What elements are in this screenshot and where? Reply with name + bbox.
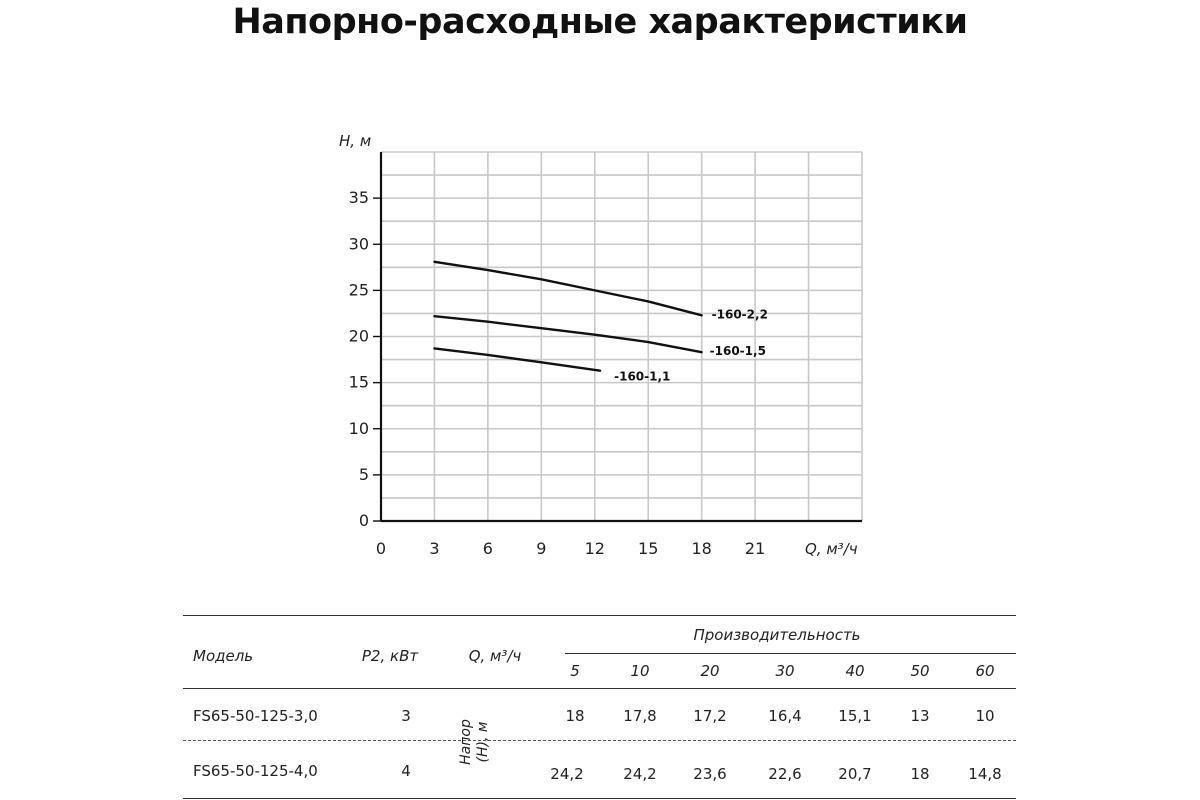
row-divider — [183, 740, 1016, 741]
row-value: 17,2 — [693, 707, 727, 725]
flow-header-cell: 5 — [570, 662, 580, 680]
x-tick-label: 3 — [429, 539, 440, 558]
table-bottom-rule — [183, 798, 1016, 799]
row-power: 3 — [401, 707, 411, 725]
row-value: 23,6 — [693, 765, 727, 783]
row-value: 14,8 — [968, 765, 1002, 783]
flow-header-cell: 30 — [775, 662, 795, 680]
page-title: Напорно-расходные характеристики — [232, 2, 968, 42]
x-tick-label: 15 — [638, 539, 659, 558]
x-tick-label: 6 — [482, 539, 493, 558]
y-tick-label: 30 — [348, 234, 369, 254]
y-tick-label: 10 — [348, 418, 369, 438]
y-tick-label: 20 — [348, 326, 369, 346]
series-label: -160-2,2 — [711, 307, 768, 322]
head-label-line1: Напор — [458, 719, 474, 765]
y-axis-label: Н, м — [339, 132, 372, 150]
x-tick-label: 0 — [375, 539, 387, 558]
header-bottom-rule — [183, 688, 1016, 689]
x-tick-label: 21 — [744, 539, 766, 558]
row-value: 18 — [910, 765, 930, 783]
table-top-rule — [183, 615, 1016, 616]
head-label-line2: (Н), м — [475, 721, 491, 763]
flow-header-cell: 10 — [630, 662, 650, 680]
y-tick-label: 35 — [348, 188, 369, 208]
y-tick-label: 25 — [348, 280, 369, 300]
group-header-rule — [565, 653, 1016, 654]
x-tick-label: 12 — [584, 539, 605, 558]
row-model: FS65-50-125-4,0 — [193, 762, 318, 780]
row-value: 24,2 — [623, 765, 657, 783]
header-power: Р2, кВт — [361, 647, 419, 665]
x-tick-label: 18 — [691, 539, 712, 558]
series-line — [434, 262, 701, 316]
row-value: 16,4 — [768, 707, 802, 725]
row-power: 4 — [401, 762, 411, 780]
series-label: -160-1,1 — [614, 369, 671, 384]
row-value: 10 — [975, 707, 995, 725]
y-tick-label: 15 — [348, 372, 369, 392]
x-tick-label: 9 — [536, 539, 547, 558]
y-tick-label: 0 — [358, 511, 369, 530]
row-value: 24,2 — [550, 765, 584, 783]
row-value: 22,6 — [768, 765, 802, 783]
row-value: 17,8 — [623, 707, 657, 725]
row-value: 13 — [910, 707, 930, 725]
row-value: 15,1 — [838, 707, 872, 725]
series-label: -160-1,5 — [709, 344, 766, 359]
flow-header-cell: 20 — [700, 662, 720, 680]
y-tick-label: 5 — [358, 464, 369, 484]
spec-table — [183, 615, 1016, 800]
head-label — [458, 707, 492, 777]
series-line — [434, 316, 701, 352]
flow-header-cell: 40 — [845, 662, 865, 680]
row-model: FS65-50-125-3,0 — [193, 707, 318, 725]
row-value: 18 — [565, 707, 585, 725]
row-value: 20,7 — [838, 765, 872, 783]
header-flow: Q, м³/ч — [468, 647, 522, 665]
header-performance: Производительность — [693, 626, 861, 644]
x-axis-label: Q, м³/ч — [805, 540, 858, 558]
flow-header-cell: 50 — [910, 662, 930, 680]
flow-header-cell: 60 — [975, 662, 995, 680]
header-model: Модель — [193, 647, 254, 665]
